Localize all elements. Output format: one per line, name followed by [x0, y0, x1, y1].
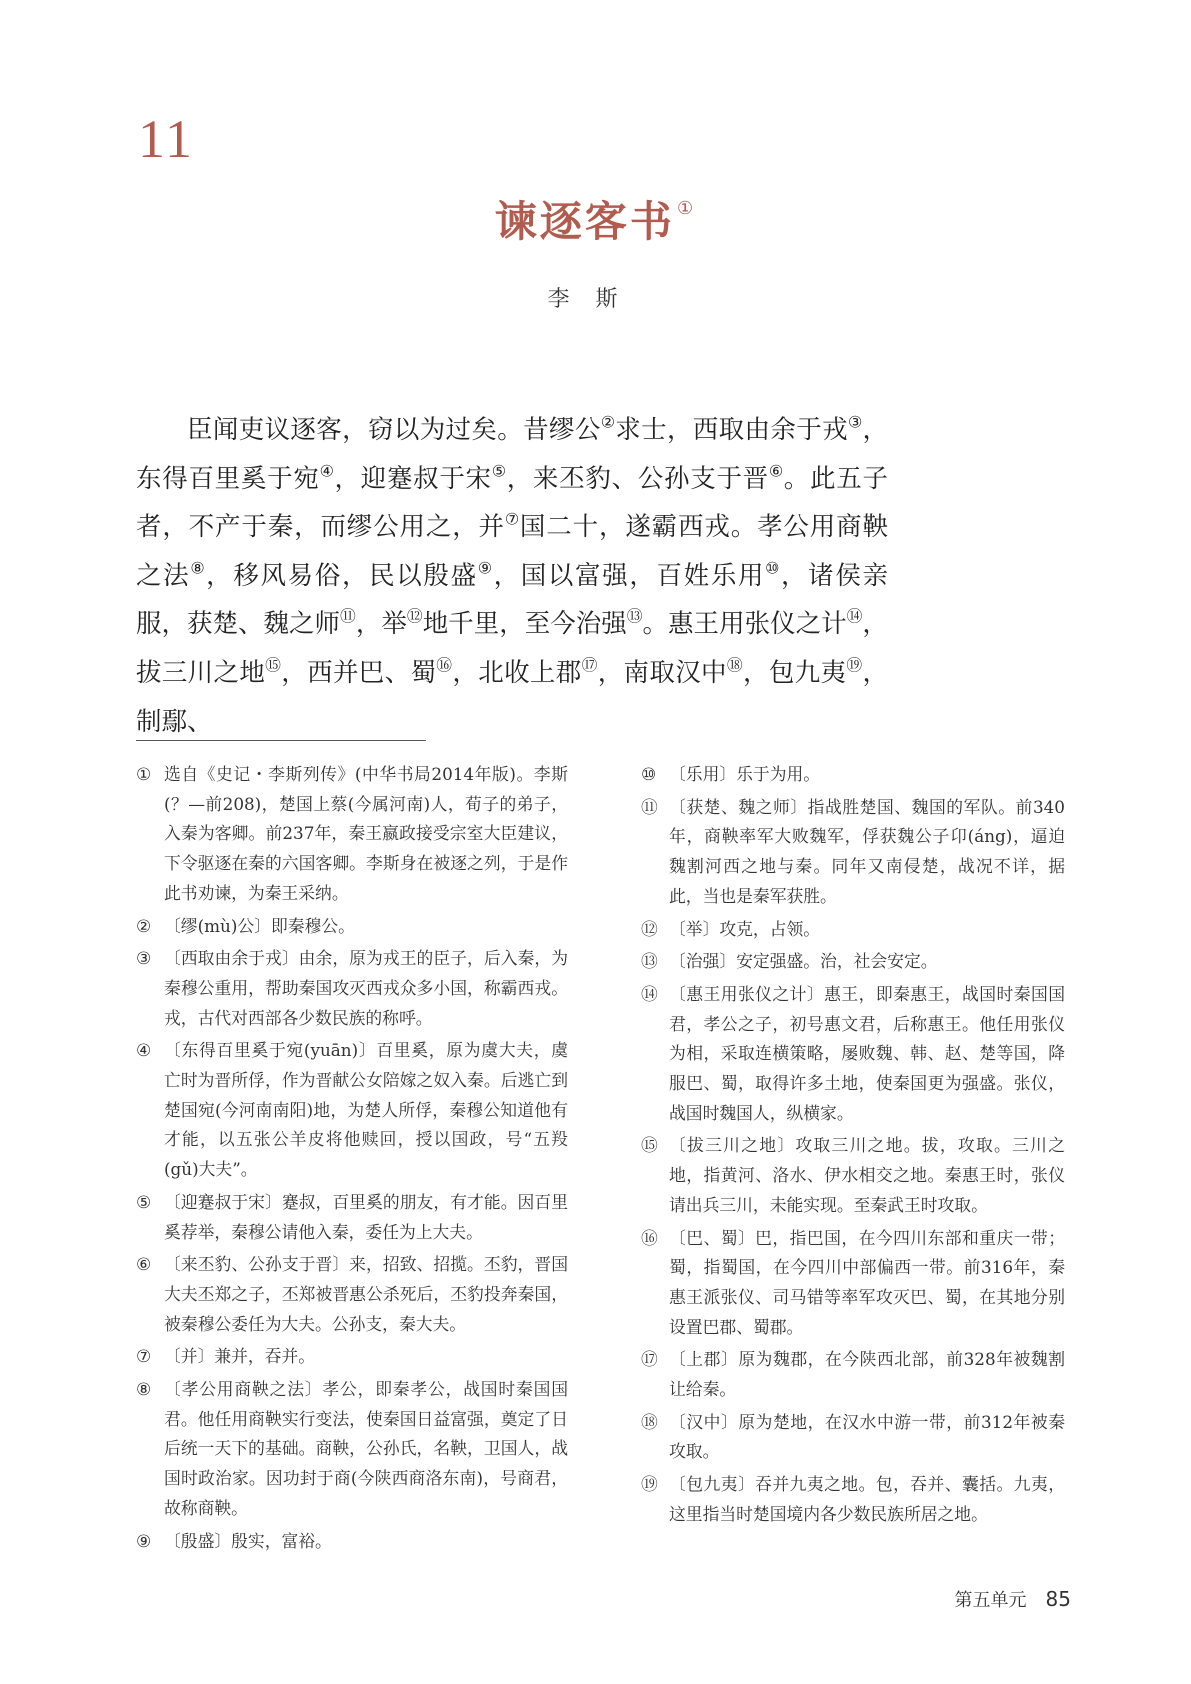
page-footer	[954, 1586, 1071, 1612]
footnote-item	[641, 1131, 1065, 1220]
footnote-text: 〔拔三川之地〕攻取三川之地。拔，攻取。三川之地，指黄河、洛水、伊水相交之地。秦惠王时，张仪请出兵三川，未能实现。至秦武王时攻取。	[669, 1135, 1065, 1215]
footnote-item	[641, 1224, 1065, 1343]
footnote-text: 〔汉中〕原为楚地，在汉水中游一带，前312年被秦攻取。	[669, 1411, 1065, 1462]
footnote-number: ⑮	[641, 1135, 658, 1156]
footnote-number: ⑰	[641, 1349, 658, 1370]
footnote-number: ⑫	[641, 918, 658, 939]
footnote-item	[136, 912, 568, 942]
footnote-number: ⑧	[136, 1379, 152, 1400]
footnote-text: 〔来丕豹、公孙支于晋〕来，招致、招揽。丕豹，晋国大夫丕郑之子，丕郑被晋惠公杀死后，丕豹投奔秦国，被秦穆公委任为大夫。公孙支，秦大夫。	[164, 1254, 568, 1334]
footnote-text: 〔并〕兼并，吞并。	[164, 1346, 316, 1367]
footnote-item	[136, 1036, 568, 1185]
title-note-marker: ①	[676, 198, 697, 219]
footnote-item	[641, 793, 1065, 912]
footnote-item	[136, 1188, 568, 1247]
footnote-number: ⑤	[136, 1191, 152, 1212]
footnote-text: 〔东得百里奚于宛(yuān)〕百里奚，原为虞大夫，虞亡时为晋所俘，作为晋献公女陪嫁之奴入秦。后逃亡到楚国宛(今河南南阳)地，为楚人所俘，秦穆公知道他有才能，以五张公羊皮将他赎回，授以国政，号“五羖(gǔ)大夫”。	[164, 1040, 568, 1180]
page-title	[0, 197, 1191, 246]
unit-label: 第五单元	[954, 1590, 1027, 1611]
footnote-text: 〔获楚、魏之师〕指战胜楚国、魏国的军队。前340年，商鞅率军大败魏军，俘获魏公子卬(áng)，逼迫魏割河西之地与秦。同年又南侵楚，战况不详，据此，当也是秦军获胜。	[669, 796, 1065, 906]
footnote-number: ⑯	[641, 1227, 658, 1248]
footnote-text: 选自《史记・李斯列传》(中华书局2014年版)。李斯(？—前208)，楚国上蔡(今属河南)人，荀子的弟子，入秦为客卿。前237年，秦王嬴政接受宗室大臣建议，下令驱逐在秦的六国客卿。李斯身在被逐之列，于是作此书劝谏，为秦王采纳。	[164, 764, 568, 903]
footnote-item	[136, 760, 568, 909]
footnote-number: ⑩	[641, 764, 657, 784]
footnote-item	[641, 1345, 1065, 1404]
footnote-number: ⑥	[136, 1254, 152, 1275]
footnote-divider	[136, 740, 426, 741]
footnote-text: 〔上郡〕原为魏郡，在今陕西北部，前328年被魏割让给秦。	[669, 1349, 1065, 1400]
page-number: 85	[1045, 1587, 1071, 1611]
footnote-item	[641, 915, 1065, 945]
footnote-number: ④	[136, 1040, 152, 1061]
footnote-item	[641, 947, 1065, 977]
footnote-item	[136, 944, 568, 1033]
footnote-item	[641, 760, 1065, 790]
footnote-number: ⑬	[641, 951, 658, 972]
title-text: 谏逐客书	[494, 197, 675, 246]
footnote-text: 〔惠王用张仪之计〕惠王，即秦惠王，战国时秦国国君，孝公之子，初号惠文君，后称惠王。他任用张仪为相，采取连横策略，屡败魏、韩、赵、楚等国，降服巴、蜀，取得许多土地，使秦国更为强盛。张仪，战国时魏国人，纵横家。	[669, 983, 1065, 1123]
footnote-number: ③	[136, 948, 152, 969]
footnote-text: 〔孝公用商鞅之法〕孝公，即秦孝公，战国时秦国国君。他任用商鞅实行变法，使秦国日益富强，奠定了日后统一天下的基础。商鞅，公孙氏，名鞅，卫国人，战国时政治家。因功封于商(今陕西商洛东南)，号商君，故称商鞅。	[164, 1379, 568, 1518]
footnote-number: ②	[136, 915, 152, 936]
footnote-number: ⑲	[641, 1474, 658, 1495]
footnote-number: ①	[136, 764, 152, 784]
footnote-item	[136, 1375, 568, 1524]
footnote-number: ⑪	[641, 796, 658, 817]
main-text: 臣闻吏议逐客，窃以为过矣。昔缪公②求士，西取由余于戎③，东得百里奚于宛④，迎蹇叔于宋⑤，来丕豹、公孙支于晋⑥。此五子者，不产于秦，而缪公用之，并⑦国二十，遂霸西戎。孝公用商鞅之法⑧，移风易俗，民以殷盛⑨，国以富强，百姓乐用⑩，诸侯亲服，获楚、魏之师⑪，举⑫地千里，至今治强⑬。惠王用张仪之计⑭，拔三川之地⑮，西并巴、蜀⑯，北收上郡⑰，南取汉中⑱，包九夷⑲，制鄢、	[136, 412, 888, 737]
footnote-text: 〔缪(mù)公〕即秦穆公。	[164, 915, 355, 936]
footnote-item	[136, 1527, 568, 1557]
footnote-item	[136, 1250, 568, 1339]
footnote-item	[136, 1342, 568, 1372]
footnote-text: 〔迎蹇叔于宋〕蹇叔，百里奚的朋友，有才能。因百里奚荐举，秦穆公请他入秦，委任为上大夫。	[164, 1191, 568, 1242]
footnote-item	[641, 1408, 1065, 1467]
footnote-text: 〔举〕攻克，占领。	[669, 918, 821, 939]
footnote-text: 〔包九夷〕吞并九夷之地。包，吞并、囊括。九夷，这里指当时楚国境内各少数民族所居之地。	[669, 1474, 1065, 1524]
footnote-item	[641, 980, 1065, 1129]
footnotes-right-column	[641, 760, 1065, 1533]
author-name: 李斯	[547, 287, 644, 312]
footnote-number: ⑱	[641, 1411, 658, 1432]
footnote-text: 〔西取由余于戎〕由余，原为戎王的臣子，后入秦，为秦穆公重用，帮助秦国攻灭西戎众多小国，称霸西戎。戎，古代对西部各少数民族的称呼。	[164, 948, 568, 1028]
footnote-number: ⑨	[136, 1530, 152, 1551]
footnotes-left-column	[136, 760, 568, 1559]
lesson-number: 11	[138, 109, 194, 169]
footnote-text: 〔巴、蜀〕巴，指巴国，在今四川东部和重庆一带；蜀，指蜀国，在今四川中部偏西一带。前316年，秦惠王派张仪、司马错等率军攻灭巴、蜀，在其地分别设置巴郡、蜀郡。	[669, 1227, 1065, 1337]
footnote-text: 〔殷盛〕殷实，富裕。	[164, 1530, 332, 1551]
footnote-item	[641, 1470, 1065, 1529]
footnote-text: 〔乐用〕乐于为用。	[669, 764, 821, 784]
footnote-number: ⑭	[641, 983, 658, 1004]
footnote-number: ⑦	[136, 1346, 152, 1367]
footnote-text: 〔治强〕安定强盛。治，社会安定。	[669, 951, 938, 972]
